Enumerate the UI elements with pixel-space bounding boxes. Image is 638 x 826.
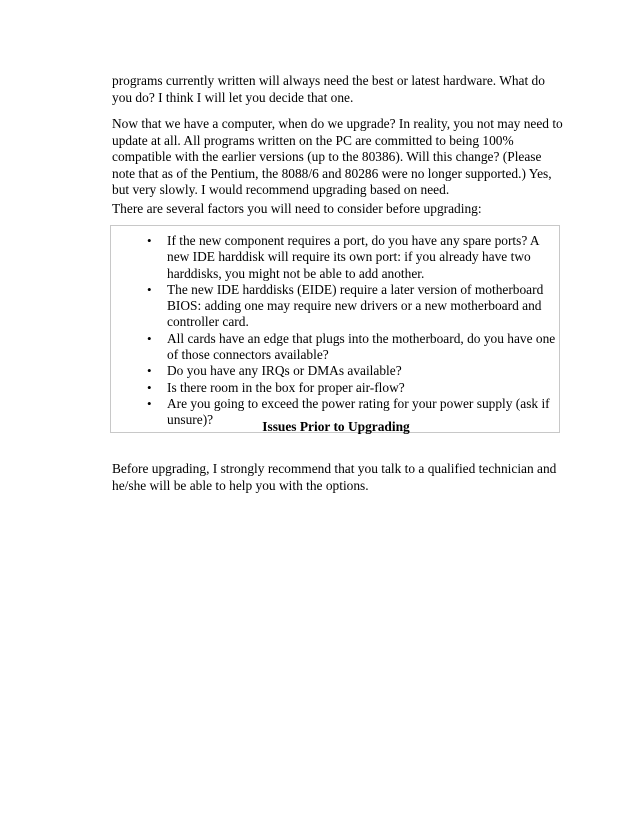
list-item	[111, 380, 561, 396]
paragraph-factors-intro: There are several factors you will need to consider before upgrading:	[112, 201, 482, 216]
list-item	[111, 233, 561, 282]
list-item	[111, 282, 561, 331]
box-caption: Issues Prior to Upgrading	[262, 419, 410, 434]
bullet-icon: •	[147, 379, 152, 395]
list-item-text: All cards have an edge that plugs into the motherboard, do you have one of those connectors available?	[167, 330, 556, 363]
paragraph-technician-advice: Before upgrading, I strongly recommend that you talk to a qualified technician and he/she will be able to help you with the options.	[112, 461, 557, 493]
list-item	[111, 363, 561, 379]
paragraph-when-to-upgrade: Now that we have a computer, when do we upgrade? In reality, you not may need to update at all. All programs written on the PC are committed to being 100% compatible with the earlier versions (up to the 80386). Will this change? (Please note that as of the Pentium, the 8088/6 and 80286 were no longer supported.) Yes, but very slowly. I would recommend upgrading based on need.	[112, 116, 563, 198]
bullet-icon: •	[147, 281, 152, 297]
list-item-text: Are you going to exceed the power rating for your power supply (ask if unsure)?	[167, 395, 550, 428]
list-item-text: The new IDE harddisks (EIDE) require a later version of motherboard BIOS: adding one may require new drivers or a new motherboard and controller card.	[167, 281, 544, 330]
list-item-text: If the new component requires a port, do you have any spare ports? A new IDE harddisk will require its own port: if you already have two harddisks, you might not be able to add another.	[167, 233, 539, 281]
list-item	[111, 331, 561, 364]
bullet-icon: •	[147, 233, 152, 248]
upgrade-issues-list	[111, 233, 561, 429]
list-item-text: Is there room in the box for proper air-flow?	[167, 379, 405, 395]
paragraph-hardware-decision: programs currently written will always need the best or latest hardware. What do you do? I think I will let you decide that one.	[112, 73, 545, 105]
bullet-icon: •	[147, 330, 152, 346]
bullet-icon: •	[147, 363, 152, 379]
list-item-text: Do you have any IRQs or DMAs available?	[167, 363, 402, 379]
upgrade-issues-box	[110, 225, 560, 433]
bullet-icon: •	[147, 395, 152, 411]
